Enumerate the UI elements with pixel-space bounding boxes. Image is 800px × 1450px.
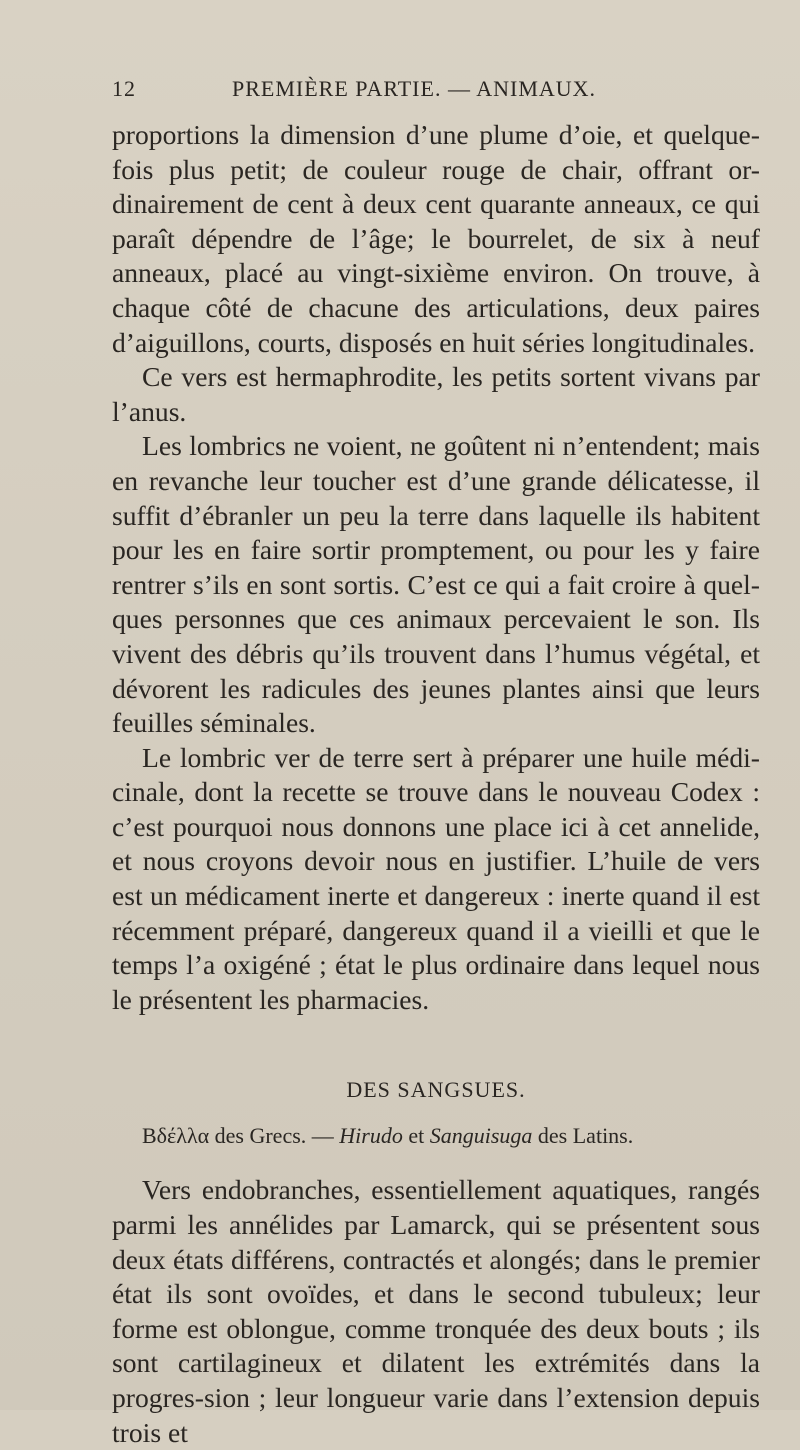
paragraph-continuation: proportions la dimension d’une plume d’oie, et quelque-fois plus petit; de couleur rouge de chair, offrant or-dinairement de cent à deux cent quarante anneaux, ce qui paraît dépendre de l’âge; le bourrelet, de six à neuf anneaux, placé au vingt-sixième environ. On trouve, à chaque côté de chacune des articulations, deux paires d’aiguillons, courts, disposés en huit séries longitudinales. bbox=[112, 119, 760, 358]
paragraph-huile-medicinale: Le lombric ver de terre sert à préparer une huile médi-cinale, dont la recette se trouve dans le nouveau Codex : c’est pourquoi nous donnons une place ici à cet annelide, et nous croyons devoir nous en justifier. L’huile de vers est un médicament inerte et dangereux : inerte quand il est récemment préparé, dangereux quand il a vieilli et que le temps l’a oxigéné ; état le plus ordinaire dans lequel nous le présentent les pharmacies. bbox=[112, 741, 760, 1015]
synonym-sanguisuga: Sanguisuga bbox=[429, 1123, 533, 1149]
section-heading: DES SANGSUES. bbox=[346, 1077, 526, 1103]
section-synonyms bbox=[112, 1121, 760, 1151]
synonym-hirudo: Hirudo bbox=[339, 1123, 403, 1149]
page-body bbox=[112, 118, 760, 1450]
running-head bbox=[112, 76, 756, 106]
page-number: 12 bbox=[112, 76, 136, 101]
synonym-and: et bbox=[402, 1123, 430, 1149]
paragraph-sangsues: Vers endobranches, essentiellement aquatiques, rangés parmi les annélides par Lamarck, qui se présentent sous deux états différens, contractés et alongés; dans le premier état ils sont ovoïdes, et dans le second tubuleux; leur forme est oblongue, comme tronquée des deux bouts ; ils sont cartilagineux et dilatent les extrémités dans la progres-sion ; leur longueur varie dans l’extension depuis trois et bbox=[112, 1174, 760, 1448]
paragraph-lombrics-senses: Les lombrics ne voient, ne goûtent ni n’entendent; mais en revanche leur toucher est d’une grande délicatesse, il suffit d’ébranler un peu la terre dans laquelle ils habitent pour les en faire sortir promptement, ou pour les y faire rentrer s’ils en sont sortis. C’est ce qui a fait croire à quel-ques personnes que ces animaux percevaient le son. Ils vivent des débris qu’ils trouvent dans l’humus végétal, et dévorent les radicules des jeunes plantes ainsi que leurs feuilles séminales. bbox=[112, 430, 760, 739]
synonym-greek: Βδέλλα des Grecs. — bbox=[142, 1123, 340, 1149]
running-title: PREMIÈRE PARTIE. — ANIMAUX. bbox=[232, 76, 597, 101]
paragraph-hermaphrodite: Ce vers est hermaphrodite, les petits sortent vivans par l’anus. bbox=[112, 361, 760, 427]
synonym-end: des Latins. bbox=[532, 1123, 634, 1149]
